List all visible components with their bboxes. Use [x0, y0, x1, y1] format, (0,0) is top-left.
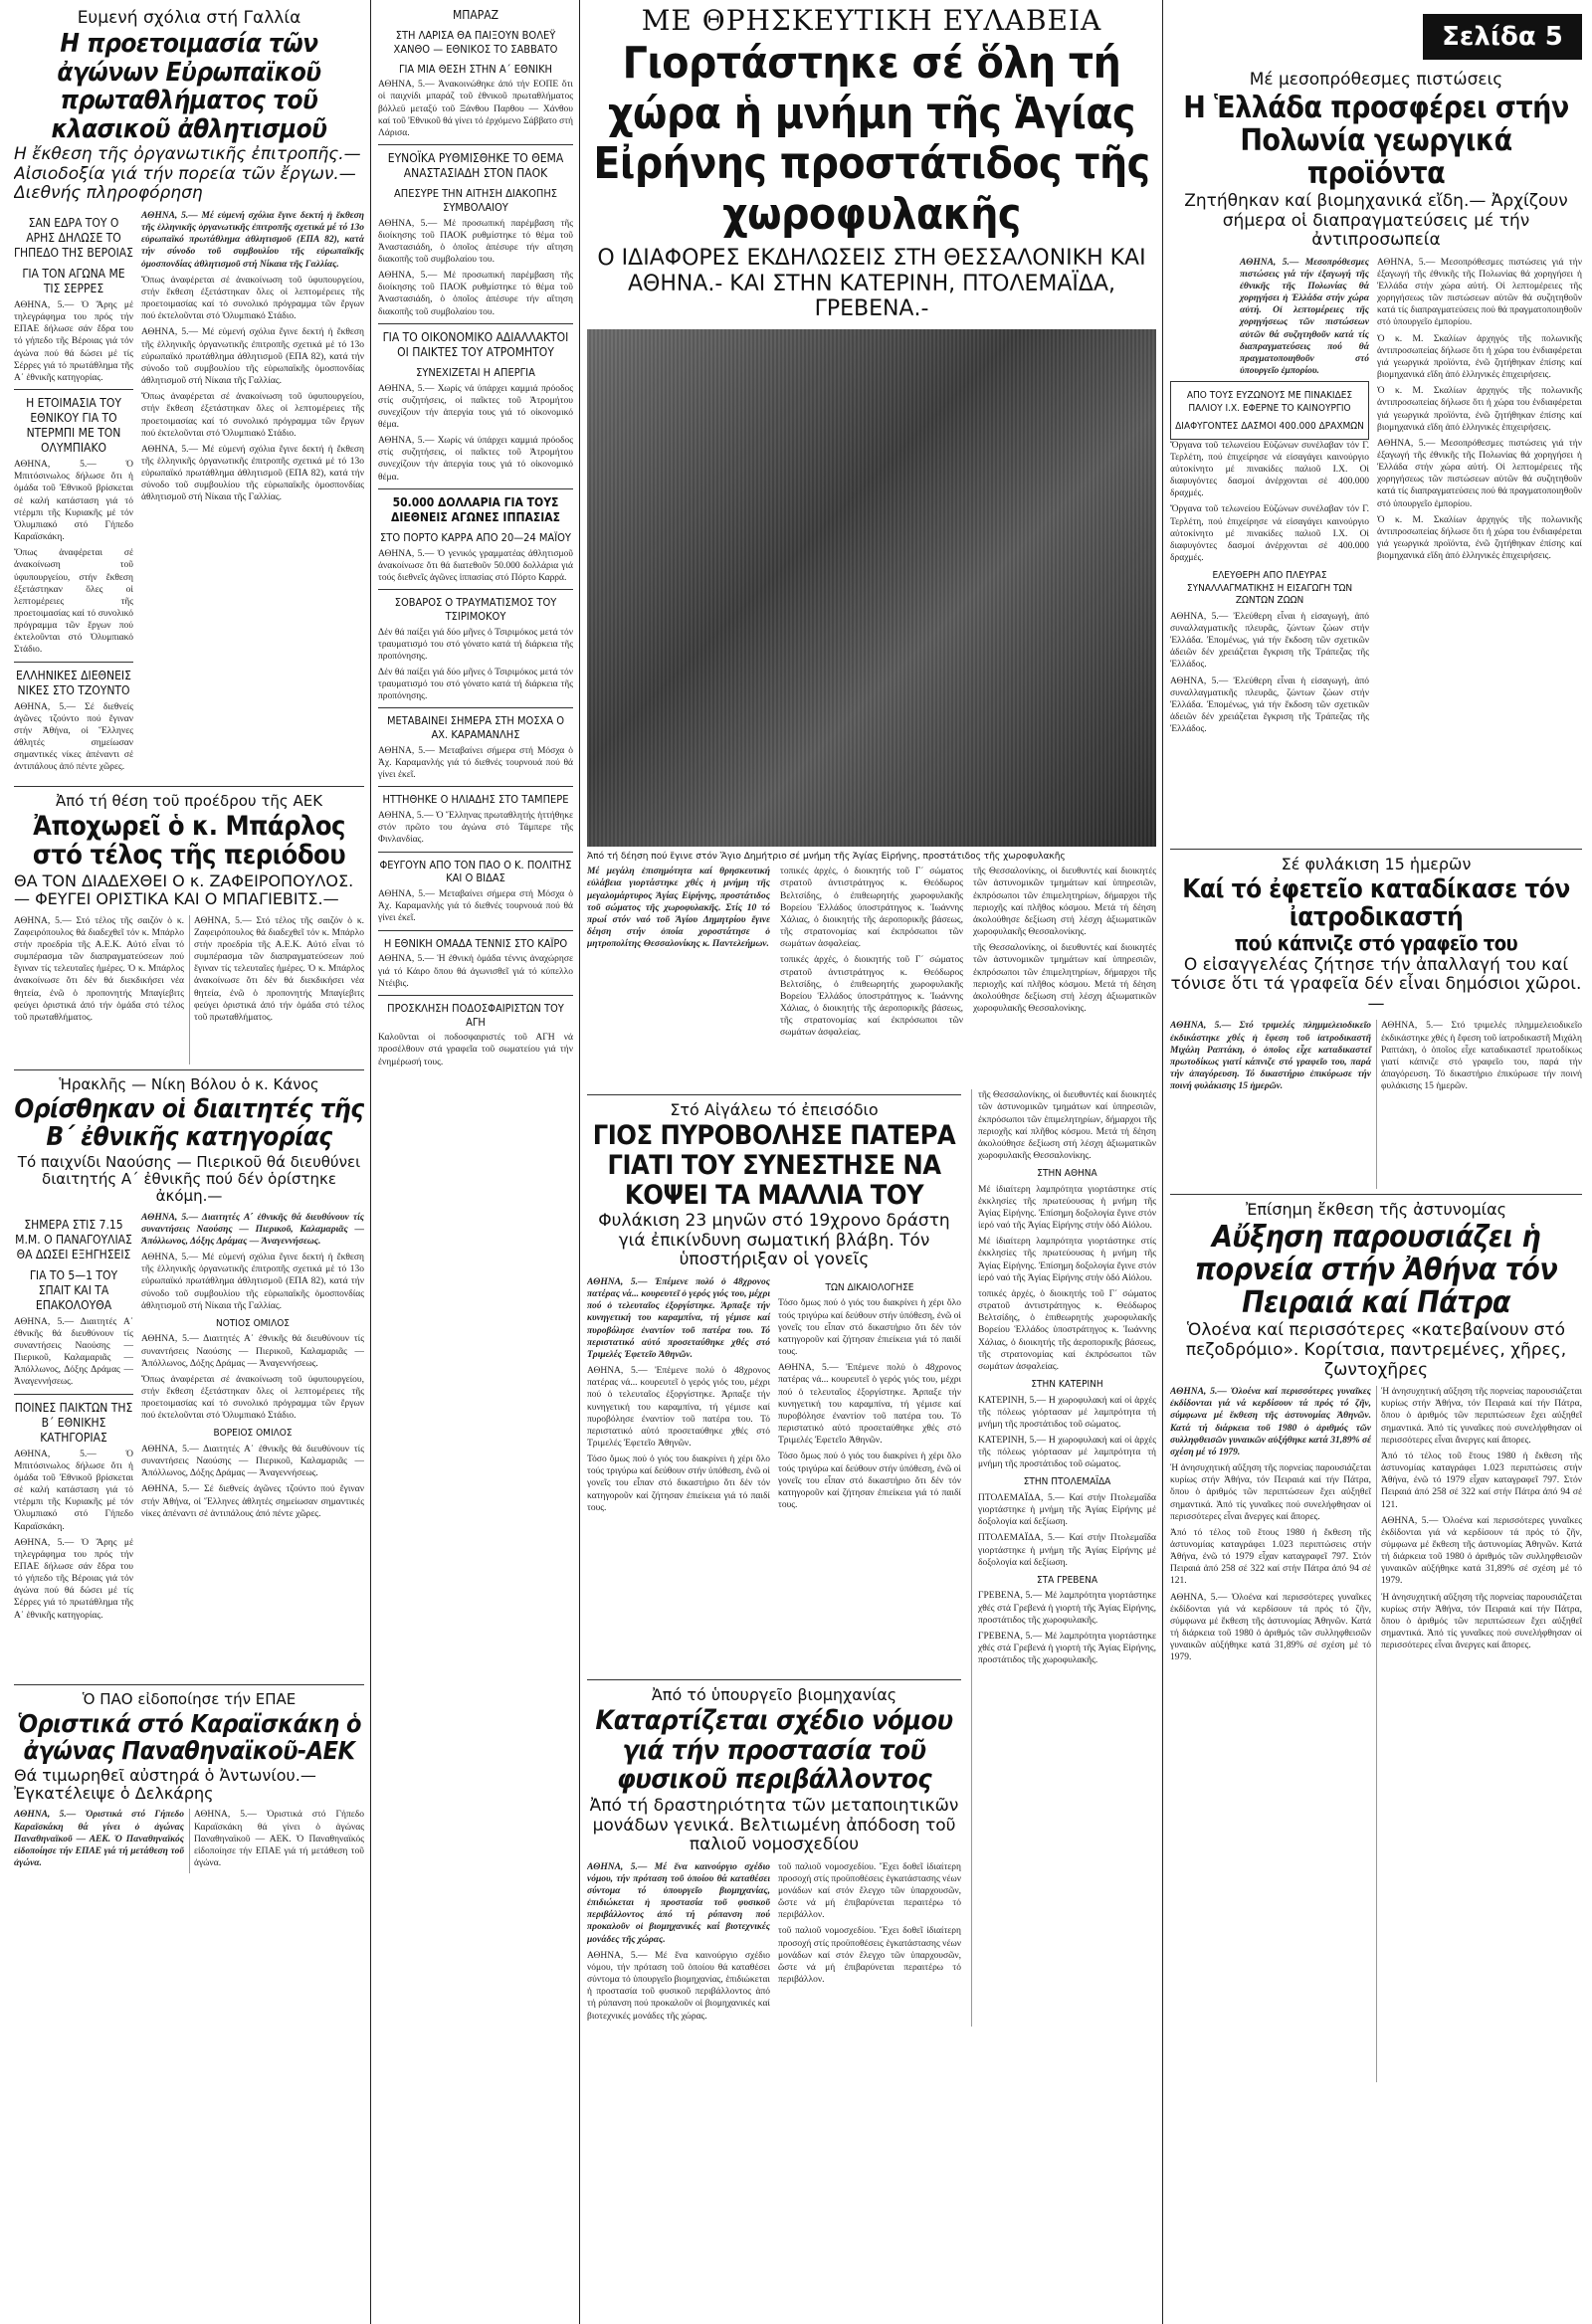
article-environment-2: ΑΘΗΝΑ, 5.— Μέ ἕνα καινούργιο σχέδιο νόμου, τήν πρόταση τοῦ ὁποίου θά καταθέσει σύντομα τό ὑπουργεῖο βιομηχανίας, ἐπιδιώκεται ἡ προστασία τοῦ φυσικοῦ περιβάλλοντος ἀπό τή ρύπανση πού προκαλοῦν οἱ βιομηχανικές καί βιοτεχνικές μονάδες τῆς χώρας. — [587, 1950, 770, 2022]
brief-agi: ΠΡΟΣΚΛΗΣΗ ΠΟΔΟΣΦΑΙΡΙΣΤΩΝ ΤΟΥ ΑΓΗ — [387, 1001, 564, 1029]
article-referees-north-2: ΑΘΗΝΑ, 5.— Σέ διεθνείς ἀγῶνες τζούντο πού ἔγιναν στήν Ἀθήνα, οἱ Ἕλληνες ἀθλητές σημείωσαν σημαντικές νίκες ἀπέναντι σέ ἀντιπάλους ἀπό πέντε χῶρες. — [141, 1484, 364, 1519]
box-head-animals: ΕΛΕΥΘΕΡΗ ΑΠΟ ΠΛΕΥΡΑΣ ΣΥΝΑΛΛΑΓΜΑΤΙΚΗΣ Η ΕΙΣΑΓΩΓΗ ΤΩΝ ΖΩΝΤΩΝ ΖΩΩΝ — [1186, 570, 1353, 607]
photo-caption: Ἀπό τή δέηση πού ἔγινε στόν Ἅγιο Δημήτριο σέ μνήμη τῆς Ἁγίας Εἰρήνης, προστάτιδος τῆς χωροφυλακῆς — [587, 852, 1066, 863]
article-eirini-3: τῆς Θεσσαλονίκης, οἱ διευθυντές καί διοικητές τῶν ἀστυνομικῶν τμημάτων καί ὑπηρεσιῶν, ἐκπρόσωποι τῶν ἐπιμελητηρίων, δήμαρχοι τῆς περιοχῆς καί πλῆθος κόσμου. Μετά τή δέηση ἀκολούθησε δεξίωση στή λέσχη ἀξιωματικῶν χωροφυλακῆς Θεσσαλονίκης. — [973, 867, 1156, 938]
article-court: ΑΘΗΝΑ, 5.— Στό τριμελές πλημμελειοδικεῖο ἐκδικάστηκε χθές ἡ ἔφεση τοῦ ἰατροδικαστῆ Μιχάλη Ραπτάκη, ὁ ὁποῖος εἶχε καταδικαστεῖ πρωτοδίκως γιατί κάπνιζε στό γραφεῖο του, παρά τήν ἀπαγόρευση. Τό δικαστήριο ἐπικύρωσε τήν ποινή φυλάκισης 15 ἡμερῶν. — [1170, 1021, 1371, 1092]
headline-court: Καί τό ἐφετεῖο καταδίκασε τόν ἰατροδικαστή — [1182, 873, 1570, 933]
article-judo: ΑΘΗΝΑ, 5.— Σέ διεθνείς ἀγῶνες τζούντο πού ἔγιναν στήν Ἀθήνα, οἱ Ἕλληνες ἀθλητές σημείωσαν σημαντικές νίκες ἀπέναντι σέ ἀντιπάλους ἀπό πέντε χῶρες. — [14, 701, 133, 773]
kicker-aek: Ἀπό τή θέση τοῦ προέδρου τῆς ΑΕΚ — [55, 791, 323, 810]
column-main — [587, 0, 1156, 2324]
sidebar-head-ethnikos: Η ΕΤΟΙΜΑΣΙΑ ΤΟΥ ΕΘΝΙΚΟΥ ΓΙΑ ΤΟ ΝΤΕΡΜΠΙ ΜΕ ΤΟΝ ΟΛΥΜΠΙΑΚΟ — [26, 396, 121, 456]
article-panagoulias: ΑΘΗΝΑ, 5.— Διαιτητές Α΄ ἐθνικῆς θά διευθύνουν τίς συναντήσεις Ναούσης — Πιερικοῦ, Καλαμαριᾶς — Ἀπόλλωνος, Δόξης Δράμας — Ἀναγεννήσεως. — [14, 1316, 133, 1388]
sub-athens: ΣΤΗΝ ΑΘΗΝΑ — [1037, 1168, 1097, 1180]
kicker-barrage: ΜΠΑΡΑΖ — [452, 8, 499, 22]
article-eirini-2b: τοπικές ἀρχές, ὁ διοικητής τοῦ Γ΄ σώματος στρατοῦ ἀντιστράτηγος κ. Θεόδωρος Βελτσίδης, ὁ ἐπιθεωρητής χωροφυλακῆς Βορείου Ἑλλάδος ὑποστράτηγος κ. Ἰωάννης Χάλιας, ὁ διοικητής τῆς ἀεροπορικῆς βάσεως, τῆς στρατονομίας καί ἐκπρόσωποι τῶν σωμάτων ἀσφαλείας. — [780, 955, 963, 1039]
kicker-court: Σέ φυλάκιση 15 ἡμερῶν — [1281, 854, 1472, 873]
article-environment: ΑΘΗΝΑ, 5.— Μέ ἕνα καινούργιο σχέδιο νόμου, τήν πρόταση τοῦ ὁποίου θά καταθέσει σύντομα τό ὑπουργεῖο βιομηχανίας, ἐπιδιώκεται ἡ προστασία τοῦ φυσικοῦ περιβάλλοντος ἀπό τή ρύπανση πού προκαλοῦν οἱ βιομηχανικές καί βιοτεχνικές μονάδες τῆς χώρας. — [587, 1861, 770, 1945]
headline-karaiskakis: Ὁριστικά στό Καραϊσκάκη ὁ ἀγώνας Παναθηναϊκοῦ-ΑΕΚ — [17, 1708, 361, 1766]
brief-strike: ΣΥΝΕΧΙΖΕΤΑΙ Η ΑΠΕΡΓΙΑ — [416, 365, 535, 379]
article-prostitution-8: Ἡ ἀνησυχητική αὔξηση τῆς πορνείας παρουσιάζεται κυρίως στήν Ἀθήνα, τόν Πειραιά καί τήν Πάτρα, ὅπου ὁ ἀριθμός τῶν περιπτώσεων ἔχει αὐξηθεῖ σημαντικά. Ἀπό τίς γυναῖκες πού συνελήφθησαν οἱ περισσότερες εἶναι ἄνεργες καί ἄπορες. — [1381, 1592, 1582, 1651]
headline-barlos: Ἀποχωρεῖ ὁ κ. Μπάρλος στό τέλος τῆς περιόδου — [32, 810, 346, 872]
headline-athletics: Η προετοιμασία τῶν ἀγώνων Εὐρωπαϊκοῦ πρωταθλήματος τοῦ κλασικοῦ ἀθλητισμοῦ — [51, 29, 327, 144]
subhead-court: Ο εἰσαγγελέας ζήτησε τήν ἀπαλλαγή του καί τόνισε ὅτι τά γραφεῖα δέν εἶναι δημόσιοι χῶροι.— — [1170, 954, 1582, 1014]
article-tsirimokos-2: Δέν θά παίξει γιά δύο μῆνες ὁ Τσιριμόκος μετά τόν τραυματισμό του στό γόνατο κατά τή διάρκεια τῆς προπόνησης. — [378, 667, 573, 702]
article-eirini-2: τοπικές ἀρχές, ὁ διοικητής τοῦ Γ΄ σώματος στρατοῦ ἀντιστράτηγος κ. Θεόδωρος Βελτσίδης, ὁ ἐπιθεωρητής χωροφυλακῆς Βορείου Ἑλλάδος ὑποστράτηγος κ. Ἰωάννης Χάλιας, ὁ διοικητής τῆς ἀεροπορικῆς βάσεως, τῆς στρατονομίας καί ἐκπρόσωποι τῶν σωμάτων ἀσφαλείας. — [780, 867, 963, 950]
article-ethnikos-2: Ὅπως ἀναφέρεται σέ ἀνακοίνωση τοῦ ὑφυπουργείου, στήν ἔκθεση ἐξετάστηκαν ὅλες οἱ λεπτομέρειες τῆς προετοιμασίας καί τό συνολικό πρόγραμμα τῶν ἔργων πού ἐκτελοῦνται στό Ὀλυμπιακό Στάδιο. — [14, 548, 133, 656]
column-rule-2 — [579, 0, 580, 2324]
article-environment-3: τοῦ παλιοῦ νομοσχεδίου. Ἔχει δοθεῖ ἰδιαίτερη προσοχή στίς προϋποθέσεις ἐγκατάστασης νέων μονάδων καί στόν ἔλεγχο τῶν ὑπαρχουσῶν, ὥστε νά μή ἐπιβαρύνεται περαιτέρω τό περιβάλλον. — [778, 1861, 961, 1921]
article-ethnikos: ΑΘΗΝΑ, 5.— Ὁ Μπιτόσινωλος δήλωσε ὅτι ἡ ὁμάδα τοῦ Ἐθνικοῦ βρίσκεται σέ καλή κατάσταση γιά τό ντέρμπι τῆς Κυριακῆς μέ τόν Ὀλυμπιακό στό Γήπεδο Καραϊσκάκη. — [14, 460, 133, 543]
kicker-aigaleo: Στό Αἰγάλεω τό ἐπεισόδιο — [670, 1100, 879, 1120]
masthead-title: ΜΕ ΘΡΗΣΚΕΥΤΙΚΗ ΕΥΛΑΒΕΙΑ — [641, 4, 1102, 37]
article-penalties: ΑΘΗΝΑ, 5.— Ὁ Μπιτόσινωλος δήλωσε ὅτι ἡ ὁμάδα τοῦ Ἐθνικοῦ βρίσκεται σέ καλή κατάσταση γιά τό ντέρμπι τῆς Κυριακῆς μέ τόν Ὀλυμπιακό στό Γήπεδο Καραϊσκάκη. — [14, 1449, 133, 1532]
label-justified: ΤΩΝ ΔΙΚΑΙΟΛΟΓΗΣΕ — [825, 1281, 914, 1293]
article-poland-body-3: Ὁ κ. Μ. Σκαλίων ἀρχηγός τῆς πολωνικῆς ἀντιπροσωπείας δήλωσε ὅτι ἡ χώρα του ἐνδιαφέρεται γιά γεωργικά προϊόντα, ἐνῶ ζητήθηκαν ἐπίσης καί βιομηχανικά εἴδη ἀπό ἑλληνικές ἐπιχειρήσεις. — [1377, 386, 1582, 433]
article-barlos-2: ΑΘΗΝΑ, 5.— Στό τέλος τῆς σαιζόν ὁ κ. Ζαφειρόπουλος θά διαδεχθεῖ τόν κ. Μπάρλο στήν προεδρία τῆς Α.Ε.Κ. Αὐτό εἶναι τό συμπέρασμα τῶν διαπραγματεύσεων πού ἔγιναν τίς τελευταῖες ἡμέρες. Ὁ κ. Μπάρλος ἀνακοίνωσε ὅτι δέν θά διεκδικήσει νέα θητεία, ἐνῶ ὁ προπονητής Μπαγίεβιτς φεύγει ὁριστικά ἀπό τήν ὁμάδα στό τέλος τοῦ πρωταθλήματος. — [194, 915, 364, 1023]
article-penalties-2: ΑΘΗΝΑ, 5.— Ὁ Ἄρης μέ τηλεγράφημα του πρός τήν ΕΠΑΕ δήλωσε σάν ἔδρα του τό γήπεδο τῆς Βέροιας γιά τόν ἀγώνα πού θά δώσει μέ τίς Σέρρες γιά τό πρωτάθλημα τῆς Α΄ ἐθνικῆς κατηγορίας. — [14, 1537, 133, 1621]
article-prostitution-7: ΑΘΗΝΑ, 5.— Ὁλοένα καί περισσότερες γυναῖκες ἐκδίδονται γιά νά κερδίσουν τά πρός τό ζῆν, σύμφωνα μέ ἔκθεση τῆς ἀστυνομίας Ἀθηνῶν. Κατά τή διάρκεια τοῦ 1980 ὁ ἀριθμός τῶν συλληφθεισῶν γυναικῶν αὐξήθηκε κατά 31,89% σέ σχέση μέ τό 1979. — [1381, 1515, 1582, 1587]
article-son-shoots-5: ΑΘΗΝΑ, 5.— Ἐπέμενε πολύ ὁ 48χρονος πατέρας νά... κουρευτεῖ ὁ γερός γιός του, μέχρι πού ὁ τελευταῖος ἐξοργίστηκε. Ἁρπαξε τήν κυνηγετική του καραμπίνα, τή γέμισε καί πυροβόλησε ἐναντίον τοῦ πατέρα του. Τό περιστατικό αὐτό προσεταύθηκε χθές στό Τριμελές Ἐφετεῖο Ἀθηνῶν. — [778, 1363, 961, 1447]
article-athens-3: τοπικές ἀρχές, ὁ διοικητής τοῦ Γ΄ σώματος στρατοῦ ἀντιστράτηγος κ. Θεόδωρος Βελτσίδης, ὁ ἐπιθεωρητής χωροφυλακῆς Βορείου Ἑλλάδος ὑποστράτηγος κ. Ἰωάννης Χάλιας, ὁ διοικητής τῆς ἀεροπορικῆς βάσεως, τῆς στρατονομίας καί ἐκπρόσωποι τῶν σωμάτων ἀσφαλείας. — [978, 1288, 1156, 1372]
column-rule-1 — [370, 0, 371, 2324]
column-economy — [1170, 66, 1582, 2324]
article-equestrian: ΑΘΗΝΑ, 5.— Ὁ γενικός γραμματέας ἀθλητισμοῦ ἀνακοίνωσε ὅτι θά διατεθοῦν 50.000 δολλάρια γιά τούς διεθνεῖς ἀγῶνες ἱππασίας στό Πόρτο Καρρά. — [378, 548, 573, 583]
brief-karamanlis: ΜΕΤΑΒΑΙΝΕΙ ΣΗΜΕΡΑ ΣΤΗ ΜΟΣΧΑ Ο ΑΧ. ΚΑΡΑΜΑΝΛΗΣ — [386, 714, 565, 742]
article-anastasiadis-2: ΑΘΗΝΑ, 5.— Μέ προσωπική παρέμβαση τῆς διοίκησης τοῦ ΠΑΟΚ ρυθμίστηκε τό θέμα τοῦ Ἀναστασιάδη, ὁ ὁποῖος ἀπέσυρε τήν αἴτηση διακοπῆς τοῦ συμβολαίου του. — [378, 271, 573, 317]
subhead-poland: Ζητήθηκαν καί βιομηχανικά εἴδη.— Ἀρχίζουν σήμερα οἱ διαπραγματεύσεις μέ τήν ἀντιπροσωπεία — [1184, 191, 1568, 251]
photo-doxology — [587, 329, 1156, 847]
sidebar-head-penalties: ΠΟΙΝΕΣ ΠΑΙΚΤΩΝ ΤΗΣ Β΄ ΕΘΝΙΚΗΣ ΚΑΤΗΓΟΡΙΑΣ — [14, 1400, 133, 1445]
subhead-athletics: Η ἔκθεση τῆς ὀργανωτικῆς ἐπιτροπῆς.— Αἰσιοδοξία γιά τήν πορεία τῶν ἔργων.— Διεθνής πληροφόρηση — [14, 144, 361, 204]
sub-ptolemaida: ΣΤΗΝ ΠΤΟΛΕΜΑΪΔΑ — [1023, 1476, 1111, 1488]
subhead-environment: Ἀπό τή δραστηριότητα τῶν μεταποιητικῶν μονάδων γενικά. Βελτιωμένη ἀπόδοση τοῦ παλιοῦ νομοσχεδίου — [589, 1796, 959, 1855]
sidebar-head-aris: ΣΑΝ ΕΔΡΑ ΤΟΥ Ο ΑΡΗΣ ΔΗΛΩΣΕ ΤΟ ΓΗΠΕΔΟ ΤΗΣ ΒΕΡΟΙΑΣ — [14, 216, 133, 261]
article-animals: ΑΘΗΝΑ, 5.— Ἐλεύθερη εἶναι ἡ εἰσαγωγή, ἀπό συναλλαγματικῆς πλευρᾶς, ζώντων ζώων στήν Ἑλλάδα. Ἐπομένως, γιά τήν ἔκδοση τῶν σχετικῶν ἀδειῶν δέν χρειάζεται ἔγκριση τῆς Τράπεζας τῆς Ἑλλάδος. — [1170, 611, 1369, 671]
article-karamanlis: ΑΘΗΝΑ, 5.— Μεταβαίνει σήμερα στή Μόσχα ὁ Ἀχ. Καραμανλής γιά τό διεθνές τουρνουά πού θά γίνει ἐκεῖ. — [378, 745, 573, 781]
sub-katerini: ΣΤΗΝ ΚΑΤΕΡΙΝΗ — [1031, 1379, 1103, 1391]
kicker-pao: Ὁ ΠΑΟ εἰδοποίησε τήν ΕΠΑΕ — [82, 1689, 297, 1708]
sidebar-head-spait: ΓΙΑ ΤΟ 5—1 ΤΟΥ ΣΠΑΙΤ ΚΑΙ ΤΑ ΕΠΑΚΟΛΟΥΘΑ — [29, 1267, 118, 1312]
article-karaiskakis: ΑΘΗΝΑ, 5.— Ὁριστικά στό Γήπεδο Καραϊσκάκη θά γίνει ὁ ἀγώνας Παναθηναϊκοῦ — ΑΕΚ. Ὁ Παναθηναϊκός εἰδοποίησε τήν ΕΠΑΕ γιά τή μετάθεση τοῦ ἀγώνα. — [14, 1810, 184, 1869]
article-prostitution-6: Ἀπό τό τέλος τοῦ ἔτους 1980 ἡ ἔκθεση τῆς ἀστυνομίας καταγράφει 1.023 περιπτώσεις στήν Ἀθήνα, ἐνῶ τό 1979 εἶχαν καταγραφεῖ 797. Στόν Πειραιά ἀπό 258 σέ 322 καί στήν Πάτρα ἀπό 94 σέ 121. — [1381, 1451, 1582, 1510]
article-poland-body: ΑΘΗΝΑ, 5.— Μεσοπρόθεσμες πιστώσεις γιά τήν ἐξαγωγή τῆς ἐθνικῆς τῆς Πολωνίας θά χορηγήσει ἡ Ἑλλάδα στήν χώρα αὐτή. Οἱ λεπτομέρειες τῆς χορηγήσεως τῶν πιστώσεων αὐτῶν θά συζητηθοῦν κατά τίς διαπραγματεύσεις πού θά πραγματοποιηθοῦν στό ὑπουργεῖο ἐμπορίου. — [1377, 257, 1582, 328]
subhead-son-shoots: Φυλάκιση 23 μηνῶν στό 19χρονο δράστη γιά ἐπικίνδυνη σωματική βλάβη. Τόν ὑποστήριξαν οἱ γονεῖς — [598, 1211, 950, 1270]
headline-court-b: πού κάπνιζε στό γραφεῖο του — [1234, 930, 1518, 955]
article-poland-body-4: ΑΘΗΝΑ, 5.— Μεσοπρόθεσμες πιστώσεις γιά τήν ἐξαγωγή τῆς ἐθνικῆς τῆς Πολωνίας θά χορηγήσει ἡ Ἑλλάδα στήν χώρα αὐτή. Οἱ λεπτομέρειες τῆς χορηγήσεως τῶν πιστώσεων αὐτῶν θά συζητηθοῦν κατά τίς διαπραγματεύσεις πού θά πραγματοποιηθοῦν στό ὑπουργεῖο ἐμπορίου. — [1377, 438, 1582, 509]
article-court-2: ΑΘΗΝΑ, 5.— Στό τριμελές πλημμελειοδικεῖο ἐκδικάστηκε χθές ἡ ἔφεση τοῦ ἰατροδικαστῆ Μιχάλη Ραπτάκη, ὁ ὁποῖος εἶχε καταδικαστεῖ πρωτοδίκως γιατί κάπνιζε στό γραφεῖο του, παρά τήν ἀπαγόρευση. Τό δικαστήριο ἐπικύρωσε τήν ποινή φυλάκισης 15 ἡμερῶν. — [1381, 1021, 1582, 1092]
article-son-shoots-6: Τόσο ὅμως πού ὁ γιός του διακρίνει ἡ χέρι ὅλο τούς τριγύρω καί δεύθουν στήν ὑπόθεση, ἐνῶ οἱ γονεῖς του εἶπαν στό δικαστήριο ὅτι δέν τόν κατηγοροῦν καί ζήτησαν ἐπιείκεια γιά τό παιδί τους. — [778, 1452, 961, 1510]
headline-prostitution: Αὔξηση παρουσιάζει ἡ πορνεία στήν Ἀθήνα τόν Πειραιά καί Πάτρα — [1194, 1220, 1558, 1321]
article-aris: ΑΘΗΝΑ, 5.— Ὁ Ἄρης μέ τηλεγράφημα του πρός τήν ΕΠΑΕ δήλωσε σάν ἔδρα του τό γήπεδο τῆς Βέροιας γιά τόν ἀγώνα πού θά δώσει μέ τίς Σέρρες γιά τό πρωτάθλημα τῆς Α΄ ἐθνικῆς κατηγορίας. — [14, 300, 133, 383]
article-prostitution: ΑΘΗΝΑ, 5.— Ὁλοένα καί περισσότερες γυναῖκες ἐκδίδονται γιά νά κερδίσουν τά πρός τό ζῆν, σύμφωνα μέ ἔκθεση τῆς ἀστυνομίας Ἀθηνῶν. Κατά τή διάρκεια τοῦ 1980 ὁ ἀριθμός τῶν συλληφθεισῶν γυναικῶν αὐξήθηκε κατά 31,89% σέ σχέση μέ τό 1979. — [1170, 1387, 1371, 1457]
article-pao-depart: ΑΘΗΝΑ, 5.— Μεταβαίνει σήμερα στή Μόσχα ὁ Ἀχ. Καραμανλής γιά τό διεθνές τουρνουά πού θά γίνει ἐκεῖ. — [378, 889, 573, 924]
headline-son-shoots: ΓΙΟΣ ΠΥΡΟΒΟΛΗΣΕ ΠΑΤΕΡΑ ΓΙΑΤΙ ΤΟΥ ΣΥΝΕΣΤΗΣΕ ΝΑ ΚΟΨΕΙ ΤΑ ΜΑΛΛΙΑ ΤΟΥ — [592, 1120, 956, 1211]
article-karaiskakis-2: ΑΘΗΝΑ, 5.— Ὁριστικά στό Γήπεδο Καραϊσκάκη θά γίνει ὁ ἀγώνας Παναθηναϊκοῦ — ΑΕΚ. Ὁ Παναθηναϊκός εἰδοποίησε τήν ΕΠΑΕ γιά τή μετάθεση τοῦ ἀγώνα. — [194, 1810, 364, 1869]
sub-grevena: ΣΤΑ ΓΡΕΒΕΝΑ — [1036, 1574, 1098, 1586]
group-north: ΒΟΡΕΙΟΣ ΟΜΙΛΟΣ — [213, 1428, 293, 1440]
article-son-shoots-3: Τόσο ὅμως πού ὁ γιός του διακρίνει ἡ χέρι ὅλο τούς τριγύρω καί δεύθουν στήν ὑπόθεση, ἐνῶ οἱ γονεῖς του εἶπαν στό δικαστήριο ὅτι δέν τόν κατηγοροῦν καί ζήτησαν ἐπιείκεια γιά τό παιδί τους. — [587, 1454, 770, 1513]
article-eirini-3b: τῆς Θεσσαλονίκης, οἱ διευθυντές καί διοικητές τῶν ἀστυνομικῶν τμημάτων καί ὑπηρεσιῶν, ἐκπρόσωποι τῶν ἐπιμελητηρίων, δήμαρχοι τῆς περιοχῆς καί πλῆθος κόσμου. Μετά τή δέηση ἀκολούθησε δεξίωση στή λέσχη ἀξιωματικῶν χωροφυλακῆς Θεσσαλονίκης. — [973, 943, 1156, 1014]
article-athletics-body-3: Ὅπως ἀναφέρεται σέ ἀνακοίνωση τοῦ ὑφυπουργείου, στήν ἔκθεση ἐξετάστηκαν ὅλες οἱ λεπτομέρειες τῆς προετοιμασίας καί τό συνολικό πρόγραμμα τῶν ἔργων πού ἐκτελοῦνται στό Ὀλυμπιακό Στάδιο. — [141, 392, 364, 439]
brief-equestrian: 50.000 ΔΟΛΛΑΡΙΑ ΓΙΑ ΤΟΥΣ ΔΙΕΘΝΕΙΣ ΑΓΩΝΕΣ ΙΠΠΑΣΙΑΣ — [391, 494, 560, 524]
page-number-badge: Σελίδα 5 — [1423, 14, 1582, 60]
article-grevena-2: ΓΡΕΒΕΝΑ, 5.— Μέ λαμπρότητα γιορτάστηκε χθές στά Γρεβενά ἡ γιορτή τῆς Ἁγίας Εἰρήνης, προστάτιδος τῆς χωροφυλακῆς. — [978, 1631, 1156, 1666]
article-athletics-body-4: ΑΘΗΝΑ, 5.— Μέ εὐμενή σχόλια ἔγινε δεκτή ἡ ἔκθεση τῆς ἑλληνικῆς ὀργανωτικῆς ἐπιτροπῆς σχετικά μέ τό 13ο εὐρωπαϊκό πρωτάθλημα ἀθλητισμοῦ (ΕΠΑ 82), κατά τήν σύνοδο τοῦ συμβουλίου τῆς εὐρωπαϊκῆς ὁμοσπονδίας ἀθλητισμοῦ στή Νίκαια τῆς Γαλλίας. — [141, 444, 364, 503]
kicker-police: Ἐπίσημη ἔκθεση τῆς ἀστυνομίας — [1245, 1200, 1507, 1220]
article-poland-lead: ΑΘΗΝΑ, 5.— Μεσοπρόθεσμες πιστώσεις γιά τήν ἐξαγωγή τῆς ἐθνικῆς τῆς Πολωνίας θά χορηγήσει ἡ Ἑλλάδα στήν χώρα αὐτή. Οἱ λεπτομέρειες τῆς χορηγήσεως τῶν πιστώσεων αὐτῶν θά συζητηθοῦν κατά τίς διαπραγματεύσεις πού θά πραγματοποιηθοῦν στό ὑπουργεῖο ἐμπορίου. — [1240, 257, 1369, 377]
article-athens: Μέ ἰδιαίτερη λαμπρότητα γιορτάστηκε στίς ἐκκλησίες τῆς πρωτεύουσας ἡ μνήμη τῆς Ἁγίας Εἰρήνης. Ἐπίσημη δοξολογία ἔγινε στόν ἱερό ναό τῆς Ἁγίας Εἰρήνης στήν ὁδό Αἰόλου. — [978, 1184, 1156, 1232]
article-evzones-2: Ὄργανα τοῦ τελωνείου Εὐζώνων συνέλαβαν τόν Γ. Τερλέτη, πού ἐπιχείρησε νά εἰσαγάγει καινούργιο αὐτοκίνητο μέ πινακίδες παλιοῦ Ι.Χ. Οἱ διαφυγόντες δασμοί ἀνέρχονται σέ 400.000 δραχμές. — [1170, 504, 1369, 564]
headline-environment: Καταρτίζεται σχέδιο νόμου γιά τήν προστασία τοῦ φυσικοῦ περιβάλλοντος — [595, 1704, 953, 1796]
article-agi: Καλοῦνται οἱ ποδοσφαιριστές τοῦ ΑΓΗ νά προσέλθουν στά γραφεῖα τοῦ σωματείου γιά τήν ἐνημέρωσή τους. — [378, 1033, 573, 1067]
article-eirini-cont: τῆς Θεσσαλονίκης, οἱ διευθυντές καί διοικητές τῶν ἀστυνομικῶν τμημάτων καί ὑπηρεσιῶν, ἐκπρόσωποι τῶν ἐπιμελητηρίων, δήμαρχοι τῆς περιοχῆς καί πλῆθος κόσμου. Μετά τή δέηση ἀκολούθησε δεξίωση στή λέσχη ἀξιωματικῶν χωροφυλακῆς Θεσσαλονίκης. — [978, 1090, 1156, 1162]
article-referees-north: ΑΘΗΝΑ, 5.— Διαιτητές Α΄ ἐθνικῆς θά διευθύνουν τίς συναντήσεις Ναούσης — Πιερικοῦ, Καλαμαριᾶς — Ἀπόλλωνος, Δόξης Δράμας — Ἀναγεννήσεως. — [141, 1444, 364, 1479]
article-referees-lead: ΑΘΗΝΑ, 5.— Διαιτητές Α΄ ἐθνικῆς θά διευθύνουν τίς συναντήσεις Ναούσης — Πιερικοῦ, Καλαμαριᾶς — Ἀπόλλωνος, Δόξης Δράμας — Ἀναγεννήσεως. — [141, 1212, 364, 1247]
article-tsirimokos: Δέν θά παίξει γιά δύο μῆνες ὁ Τσιριμόκος μετά τόν τραυματισμό του στό γόνατο κατά τή διάρκεια τῆς προπόνησης. — [378, 627, 573, 662]
sidebar-head-serres: ΓΙΑ ΤΟΝ ΑΓΩΝΑ ΜΕ ΤΙΣ ΣΕΡΡΕΣ — [22, 267, 125, 296]
article-son-shoots-2: ΑΘΗΝΑ, 5.— Ἐπέμενε πολύ ὁ 48χρονος πατέρας νά... κουρευτεῖ ὁ γερός γιός του, μέχρι πού ὁ τελευταῖος ἐξοργίστηκε. Ἁρπαξε τήν κυνηγετική του καραμπίνα, τή γέμισε καί πυροβόλησε ἐναντίον τοῦ πατέρα του. Τό περιστατικό αὐτό προσεταύθηκε χθές στό Τριμελές Ἐφετεῖο Ἀθηνῶν. — [587, 1366, 770, 1449]
article-tennis: ΑΘΗΝΑ, 5.— Ἡ ἐθνική ὁμάδα τέννις ἀναχώρησε γιά τό Κάιρο ὅπου θά ἀγωνισθεῖ γιά τό κύπελλο Ντέιβις. — [378, 954, 573, 989]
article-environment-4: τοῦ παλιοῦ νομοσχεδίου. Ἔχει δοθεῖ ἰδιαίτερη προσοχή στίς προϋποθέσεις ἐγκατάστασης νέων μονάδων καί στόν ἔλεγχο τῶν ὑπαρχουσῶν, ὥστε νά μή ἐπιβαρύνεται περαιτέρω τό περιβάλλον. — [778, 1926, 961, 1986]
subhead-referees: Τό παιχνίδι Ναούσης — Πιερικοῦ θά διευθύνει διαιτητής Α΄ ἐθνικῆς πού δέν ὁρίστηκε ἀκόμη.— — [17, 1152, 361, 1206]
article-evzones: Ὄργανα τοῦ τελωνείου Εὐζώνων συνέλαβαν τόν Γ. Τερλέτη, πού ἐπιχείρησε νά εἰσαγάγει καινούργιο αὐτοκίνητο μέ πινακίδες παλιοῦ Ι.Χ. Οἱ διαφυγόντες δασμοί ἀνέρχονται σέ 400.000 δραχμές. — [1170, 440, 1369, 499]
article-athletics-lead: ΑΘΗΝΑ, 5.— Μέ εὐμενή σχόλια ἔγινε δεκτή ἡ ἔκθεση τῆς ἑλληνικῆς ὀργανωτικῆς ἐπιτροπῆς σχετικά μέ τό 13ο εὐρωπαϊκό πρωτάθλημα ἀθλητισμοῦ (ΕΠΑ 82), κατά τήν σύνοδο τοῦ συμβουλίου τῆς εὐρωπαϊκῆς ὁμοσπονδίας ἀθλητισμοῦ στή Νίκαια τῆς Γαλλίας. — [141, 211, 364, 270]
headline-poland: Η Ἑλλάδα προσφέρει στήν Πολωνία γεωργικά προϊόντα — [1183, 91, 1569, 191]
article-prostitution-5: Ἡ ἀνησυχητική αὔξηση τῆς πορνείας παρουσιάζεται κυρίως στήν Ἀθήνα, τόν Πειραιά καί τήν Πάτρα, ὅπου ὁ ἀριθμός τῶν περιπτώσεων ἔχει αὐξηθεῖ σημαντικά. Ἀπό τίς γυναῖκες πού συνελήφθησαν οἱ περισσότερες εἶναι ἄνεργες καί ἄπορες. — [1381, 1387, 1582, 1446]
brief-contract: ΑΠΕΣΥΡΕ ΤΗΝ ΑΙΤΗΣΗ ΔΙΑΚΟΠΗΣ ΣΥΜΒΟΛΑΙΟΥ — [393, 187, 558, 214]
article-grevena: ΓΡΕΒΕΝΑ, 5.— Μέ λαμπρότητα γιορτάστηκε χθές στά Γρεβενά ἡ γιορτή τῆς Ἁγίας Εἰρήνης, προστάτιδος τῆς χωροφυλακῆς. — [978, 1591, 1156, 1626]
headline-agia-eirini: Γιορτάστηκε σέ ὅλη τή χώρα ἡ μνήμη τῆς Ἁγίας Εἰρήνης προστάτιδος τῆς χωροφυλακῆς — [593, 38, 1150, 240]
column-sports-briefs — [378, 0, 573, 2324]
article-anastasiadis: ΑΘΗΝΑ, 5.— Μέ προσωπική παρέμβαση τῆς διοίκησης τοῦ ΠΑΟΚ ρυθμίστηκε τό θέμα τοῦ Ἀναστασιάδη, ὁ ὁποῖος ἀπέσυρε τήν αἴτηση διακοπῆς τοῦ συμβολαίου του. — [378, 218, 573, 265]
kicker-poland: Μέ μεσοπρόθεσμες πιστώσεις — [1249, 70, 1503, 90]
article-referees-body: ΑΘΗΝΑ, 5.— Μέ εὐμενή σχόλια ἔγινε δεκτή ἡ ἔκθεση τῆς ἑλληνικῆς ὀργανωτικῆς ἐπιτροπῆς σχετικά μέ τό 13ο εὐρωπαϊκό πρωτάθλημα ἀθλητισμοῦ (ΕΠΑ 82), κατά τήν σύνοδο τοῦ συμβουλίου τῆς εὐρωπαϊκῆς ὁμοσπονδίας ἀθλητισμοῦ στή Νίκαια τῆς Γαλλίας. — [141, 1253, 364, 1311]
article-referees-south-2: Ὅπως ἀναφέρεται σέ ἀνακοίνωση τοῦ ὑφυπουργείου, στήν ἔκθεση ἐξετάστηκαν ὅλες οἱ λεπτομέρειες τῆς προετοιμασίας καί τό συνολικό πρόγραμμα τῶν ἔργων πού ἐκτελοῦνται στό Ὀλυμπιακό Στάδιο. — [141, 1374, 364, 1422]
article-barlos: ΑΘΗΝΑ, 5.— Στό τέλος τῆς σαιζόν ὁ κ. Ζαφειρόπουλος θά διαδεχθεῖ τόν κ. Μπάρλο στήν προεδρία τῆς Α.Ε.Κ. Αὐτό εἶναι τό συμπέρασμα τῶν διαπραγματεύσεων πού ἔγιναν τίς τελευταῖες ἡμέρες. Ὁ κ. Μπάρλος ἀνακοίνωσε ὅτι δέν θά διεκδικήσει νέα θητεία, ἐνῶ ὁ προπονητής Μπαγίεβιτς φεύγει ὁριστικά ἀπό τήν ὁμάδα στό τέλος τοῦ πρωταθλήματος. — [14, 915, 184, 1023]
article-referees-south: ΑΘΗΝΑ, 5.— Διαιτητές Α΄ ἐθνικῆς θά διευθύνουν τίς συναντήσεις Ναούσης — Πιερικοῦ, Καλαμαριᾶς — Ἀπόλλωνος, Δόξης Δράμας — Ἀναγεννήσεως. — [141, 1334, 364, 1369]
box-head-duties: ΔΙΑΦΥΓΟΝΤΕΣ ΔΑΣΜΟΙ 400.000 ΔΡΑΧΜΩΝ — [1175, 421, 1364, 433]
article-son-shoots-4: Τόσο ὅμως πού ὁ γιός του διακρίνει ἡ χέρι ὅλο τούς τριγύρω καί δεύθουν στήν ὑπόθεση, ἐνῶ οἱ γονεῖς του εἶπαν στό δικαστήριο ὅτι δέν τόν κατηγοροῦν καί ζήτησαν ἐπιείκεια γιά τό παιδί τους. — [778, 1298, 961, 1358]
article-son-shoots: ΑΘΗΝΑ, 5.— Ἐπέμενε πολύ ὁ 48χρονος πατέρας νά... κουρευτεῖ ὁ γερός γιός του, μέχρι πού ὁ τελευταῖος ἐξοργίστηκε. Ἁρπαξε τήν κυνηγετική του καραμπίνα, τή γέμισε καί πυροβόλησε ἐναντίον τοῦ πατέρα του. Τό περιστατικό αὐτό προσεταύθηκε χθές στό Τριμελές Ἐφετεῖο Ἀθηνῶν. — [587, 1276, 770, 1360]
subhead-barlos: ΘΑ ΤΟΝ ΔΙΑΔΕΧΘΕΙ Ο κ. ΖΑΦΕΙΡΟΠΟΥΛΟΣ.— ΦΕΥΓΕΙ ΟΡΙΣΤΙΚΑ ΚΑΙ Ο ΜΠΑΓΙΕΒΙΤΣ.— — [14, 871, 354, 909]
article-poland-body-5: Ὁ κ. Μ. Σκαλίων ἀρχηγός τῆς πολωνικῆς ἀντιπροσωπείας δήλωσε ὅτι ἡ χώρα του ἐνδιαφέρεται γιά γεωργικά προϊόντα, ἐνῶ ζητήθηκαν ἐπίσης καί βιομηχανικά εἴδη ἀπό ἑλληνικές ἐπιχειρήσεις. — [1377, 514, 1582, 562]
article-atromitos-2: ΑΘΗΝΑ, 5.— Χωρίς νά ὑπάρχει καμμιά πρόοδος στίς συζητήσεις, οἱ παῖκτες τοῦ Ἀτρομήτου συνεχίζουν τήν ἀπεργία τους γιά τό οἰκονομικό θέμα. — [378, 436, 573, 483]
article-athletics-body: Ὅπως ἀναφέρεται σέ ἀνακοίνωση τοῦ ὑφυπουργείου, στήν ἔκθεση ἐξετάστηκαν ὅλες οἱ λεπτομέρειες τῆς προετοιμασίας καί τό συνολικό πρόγραμμα τῶν ἔργων πού ἐκτελοῦνται στό Ὀλυμπιακό Στάδιο. — [141, 275, 364, 322]
brief-porto-carras: ΣΤΟ ΠΟΡΤΟ ΚΑΡΡΑ ΑΠΟ 20—24 ΜΑΪΟΥ — [380, 530, 571, 544]
brief-iliadis: ΗΤΤΗΘΗΚΕ Ο ΗΛΙΑΔΗΣ ΣΤΟ ΤΑΜΠΕΡΕ — [382, 793, 569, 807]
article-iliadis: ΑΘΗΝΑ, 5.— Ὁ Ἕλληνας πρωταθλητής ἡττήθηκε στόν πρῶτο του ἀγώνα στό Τάμπερε τῆς Φινλανδίας. — [378, 811, 573, 846]
article-prostitution-3: Ἀπό τό τέλος τοῦ ἔτους 1980 ἡ ἔκθεση τῆς ἀστυνομίας καταγράφει 1.023 περιπτώσεις στήν Ἀθήνα, ἐνῶ τό 1979 εἶχαν καταγραφεῖ 797. Στόν Πειραιά ἀπό 258 σέ 322 καί στήν Πάτρα ἀπό 94 σέ 121. — [1170, 1527, 1371, 1587]
kicker-industry: Ἀπό τό ὑπουργεῖο βιομηχανίας — [651, 1684, 897, 1704]
brief-atromitos: ΓΙΑ ΤΟ ΟΙΚΟΝΟΜΙΚΟ ΑΔΙΑΛΛΑΚΤΟΙ ΟΙ ΠΑΙΚΤΕΣ ΤΟΥ ΑΤΡΟΜΗΤΟΥ — [382, 329, 569, 359]
article-atromitos: ΑΘΗΝΑ, 5.— Χωρίς νά ὑπάρχει καμμιά πρόοδος στίς συζητήσεις, οἱ παῖκτες τοῦ Ἀτρομήτου συνεχίζουν τήν ἀπεργία τους γιά τό οἰκονομικό θέμα. — [378, 383, 573, 430]
group-south: ΝΟΤΙΟΣ ΟΜΙΛΟΣ — [216, 1317, 290, 1329]
box-head-evzones: ΑΠΟ ΤΟΥΣ ΕΥΖΩΝΟΥΣ ΜΕ ΠΙΝΑΚΙΔΕΣ ΠΑΛΙΟΥ Ι.Χ. ΕΦΕΡΝΕ ΤΟ ΚΑΙΝΟΥΡΓΙΟ — [1186, 390, 1353, 414]
subhead-karaiskakis: Θά τιμωρηθεῖ αὐστηρά ὁ Ἀντωνίου.— Ἐγκατέλειψε ὁ Δελκάρης — [14, 1765, 316, 1804]
article-volley: ΑΘΗΝΑ, 5.— Ἀνακοινώθηκε ἀπό τήν ΕΟΠΕ ὅτι οἱ παιχνίδι μπαράζ τοῦ ἐθνικοῦ πρωταθλήματος βόλλεϋ μεταξύ τοῦ Ξάνθου Παρθου — Χάνθου καί τοῦ Ἐθνικοῦ θά γίνει τό ἐρχόμενο Σάββατο στή Λάρισα. — [378, 80, 573, 138]
article-animals-2: ΑΘΗΝΑ, 5.— Ἐλεύθερη εἶναι ἡ εἰσαγωγή, ἀπό συναλλαγματικῆς πλευρᾶς, ζώντων ζώων στήν Ἑλλάδα. Ἐπομένως, γιά τήν ἔκδοση τῶν σχετικῶν ἀδειῶν δέν χρειάζεται ἔγκριση τῆς Τράπεζας τῆς Ἑλλάδος. — [1170, 676, 1369, 735]
brief-anastasiadis: ΕΥΝΟΪΚΑ ΡΥΘΜΙΣΘΗΚΕ ΤΟ ΘΕΜΑ ΑΝΑΣΤΑΣΙΑΔΗ ΣΤΟΝ ΠΑΟΚ — [387, 151, 564, 181]
kicker-referees: Ἡρακλῆς — Νίκη Βόλου ὁ κ. Κάνος — [59, 1074, 319, 1093]
article-prostitution-2: Ἡ ἀνησυχητική αὔξηση τῆς πορνείας παρουσιάζεται κυρίως στήν Ἀθήνα, τόν Πειραιά καί τήν Πάτρα, ὅπου ὁ ἀριθμός τῶν περιπτώσεων ἔχει αὐξηθεῖ σημαντικά. Ἀπό τίς γυναῖκες πού συνελήφθησαν οἱ περισσότερες εἶναι ἄνεργες καί ἄπορες. — [1170, 1463, 1371, 1522]
column-rule-3 — [1162, 0, 1163, 2324]
subhead-prostitution: Ὁλοένα καί περισσότερες «κατεβαίνουν στό πεζοδρόμιο». Κορίτσια, παντρεμένες, χῆρες, ζωντοχῆρες — [1185, 1320, 1567, 1380]
article-katerini: ΚΑΤΕΡΙΝΗ, 5.— Η χωροφυλακή καί οἱ ἀρχές τῆς πόλεως γιόρτασαν μέ λαμπρότητα τή μνήμη τῆς προστάτιδος τοῦ σώματος. — [978, 1395, 1156, 1430]
subhead-agia-eirini: Ο ΙΔΙΑΦΟΡΕΣ ΕΚΔΗΛΩΣΕΙΣ ΣΤΗ ΘΕΣΣΑΛΟΝΙΚΗ ΚΑΙ ΑΘΗΝΑ.- ΚΑΙ ΣΤΗΝ ΚΑΤΕΡΙΝΗ, ΠΤΟΛΕΜΑΪΔΑ, ΓΡΕΒΕΝΑ.- — [597, 246, 1146, 321]
sidebar-head-judo: ΕΛΛΗΝΙΚΕΣ ΔΙΕΘΝΕΙΣ ΝΙΚΕΣ ΣΤΟ ΤΖΟΥΝΤΟ — [16, 668, 131, 697]
article-athens-2: Μέ ἰδιαίτερη λαμπρότητα γιορτάστηκε στίς ἐκκλησίες τῆς πρωτεύουσας ἡ μνήμη τῆς Ἁγίας Εἰρήνης. Ἐπίσημη δοξολογία ἔγινε στόν ἱερό ναό τῆς Ἁγίας Εἰρήνης στήν ὁδό Αἰόλου. — [978, 1237, 1156, 1283]
column-sports-left — [14, 0, 364, 2324]
article-eirini-1: Μέ μεγάλη ἐπισημότητα καί θρησκευτική εὐλάβεια γιορτάστηκε χθές ἡ μνήμη τῆς μεγαλομάρτυρος Ἁγίας Εἰρήνης, προστάτιδος τοῦ σώματος τῆς χωροφυλακῆς. Στίς 10 τό πρωί στόν ναό τοῦ Ἁγίου Δημητρίου ἔγινε δέηση στήν ὁποία χοροστάτησε ὁ μητροπολίτης Θεσσαλονίκης κ. Παντελεήμων. — [587, 867, 770, 950]
article-athletics-body-2: ΑΘΗΝΑ, 5.— Μέ εὐμενή σχόλια ἔγινε δεκτή ἡ ἔκθεση τῆς ἑλληνικῆς ὀργανωτικῆς ἐπιτροπῆς σχετικά μέ τό 13ο εὐρωπαϊκό πρωτάθλημα ἀθλητισμοῦ (ΕΠΑ 82), κατά τήν σύνοδο τοῦ συμβουλίου τῆς εὐρωπαϊκῆς ὁμοσπονδίας ἀθλητισμοῦ στή Νίκαια τῆς Γαλλίας. — [141, 327, 364, 387]
article-ptolemaida-2: ΠΤΟΛΕΜΑΪΔΑ, 5.— Καί στήν Πτολεμαΐδα γιορτάστηκε ἡ μνήμη τῆς Ἁγίας Εἰρήνης μέ δοξολογία καί δεξίωση. — [978, 1533, 1156, 1568]
article-katerini-2: ΚΑΤΕΡΙΝΗ, 5.— Η χωροφυλακή καί οἱ ἀρχές τῆς πόλεως γιόρτασαν μέ λαμπρότητα τή μνήμη τῆς προστάτιδος τοῦ σώματος. — [978, 1436, 1156, 1470]
article-prostitution-4: ΑΘΗΝΑ, 5.— Ὁλοένα καί περισσότερες γυναῖκες ἐκδίδονται γιά νά κερδίσουν τά πρός τό ζῆν, σύμφωνα μέ ἔκθεση τῆς ἀστυνομίας Ἀθηνῶν. Κατά τή διάρκεια τοῦ 1980 ὁ ἀριθμός τῶν συλληφθεισῶν γυναικῶν αὐξήθηκε κατά 31,89% σέ σχέση μέ τό 1979. — [1170, 1592, 1371, 1663]
sidebar-head-panagoulias: ΣΗΜΕΡΑ ΣΤΙΣ 7.15 Μ.Μ. Ο ΠΑΝΑΓΟΥΛΙΑΣ ΘΑ ΔΩΣΕΙ ΕΞΗΓΗΣΕΙΣ — [15, 1217, 132, 1261]
brief-volley: ΣΤΗ ΛΑΡΙΣΑ ΘΑ ΠΑΙΞΟΥΝ ΒΟΛΕΫ ΧΑΝΘΟ — ΕΘΝΙΚΟΣ ΤΟ ΣΑΒΒΑΤΟ — [393, 29, 558, 56]
brief-volley-b: ΓΙΑ ΜΙΑ ΘΕΣΗ ΣΤΗΝ Α΄ ΕΘΝΙΚΗ — [398, 62, 552, 76]
brief-tsirimokos: ΣΟΒΑΡΟΣ Ο ΤΡΑΥΜΑΤΙΣΜΟΣ ΤΟΥ ΤΣΙΡΙΜΟΚΟΥ — [394, 596, 557, 623]
article-ptolemaida: ΠΤΟΛΕΜΑΪΔΑ, 5.— Καί στήν Πτολεμαΐδα γιορτάστηκε ἡ μνήμη τῆς Ἁγίας Εἰρήνης μέ δοξολογία καί δεξίωση. — [978, 1492, 1156, 1528]
article-poland-body-2: Ὁ κ. Μ. Σκαλίων ἀρχηγός τῆς πολωνικῆς ἀντιπροσωπείας δήλωσε ὅτι ἡ χώρα του ἐνδιαφέρεται γιά γεωργικά προϊόντα, ἐνῶ ζητήθηκαν ἐπίσης καί βιομηχανικά εἴδη ἀπό ἑλληνικές ἐπιχειρήσεις. — [1377, 333, 1582, 381]
brief-tennis: Η ΕΘΝΙΚΗ ΟΜΑΔΑ ΤΕΝΝΙΣ ΣΤΟ ΚΑΪΡΟ — [383, 936, 568, 950]
headline-referees: Ορίσθηκαν οἱ διαιτητές τῆς Β΄ ἐθνικῆς κατηγορίας — [14, 1093, 364, 1153]
kicker-athletics: Ευμενή σχόλια στή Γαλλία — [77, 8, 301, 28]
brief-pao-depart: ΦΕΥΓΟΥΝ ΑΠΟ ΤΟΝ ΠΑΟ Ο Κ. ΠΟΛΙΤΗΣ ΚΑΙ Ο ΒΙΔΑΣ — [379, 858, 572, 885]
